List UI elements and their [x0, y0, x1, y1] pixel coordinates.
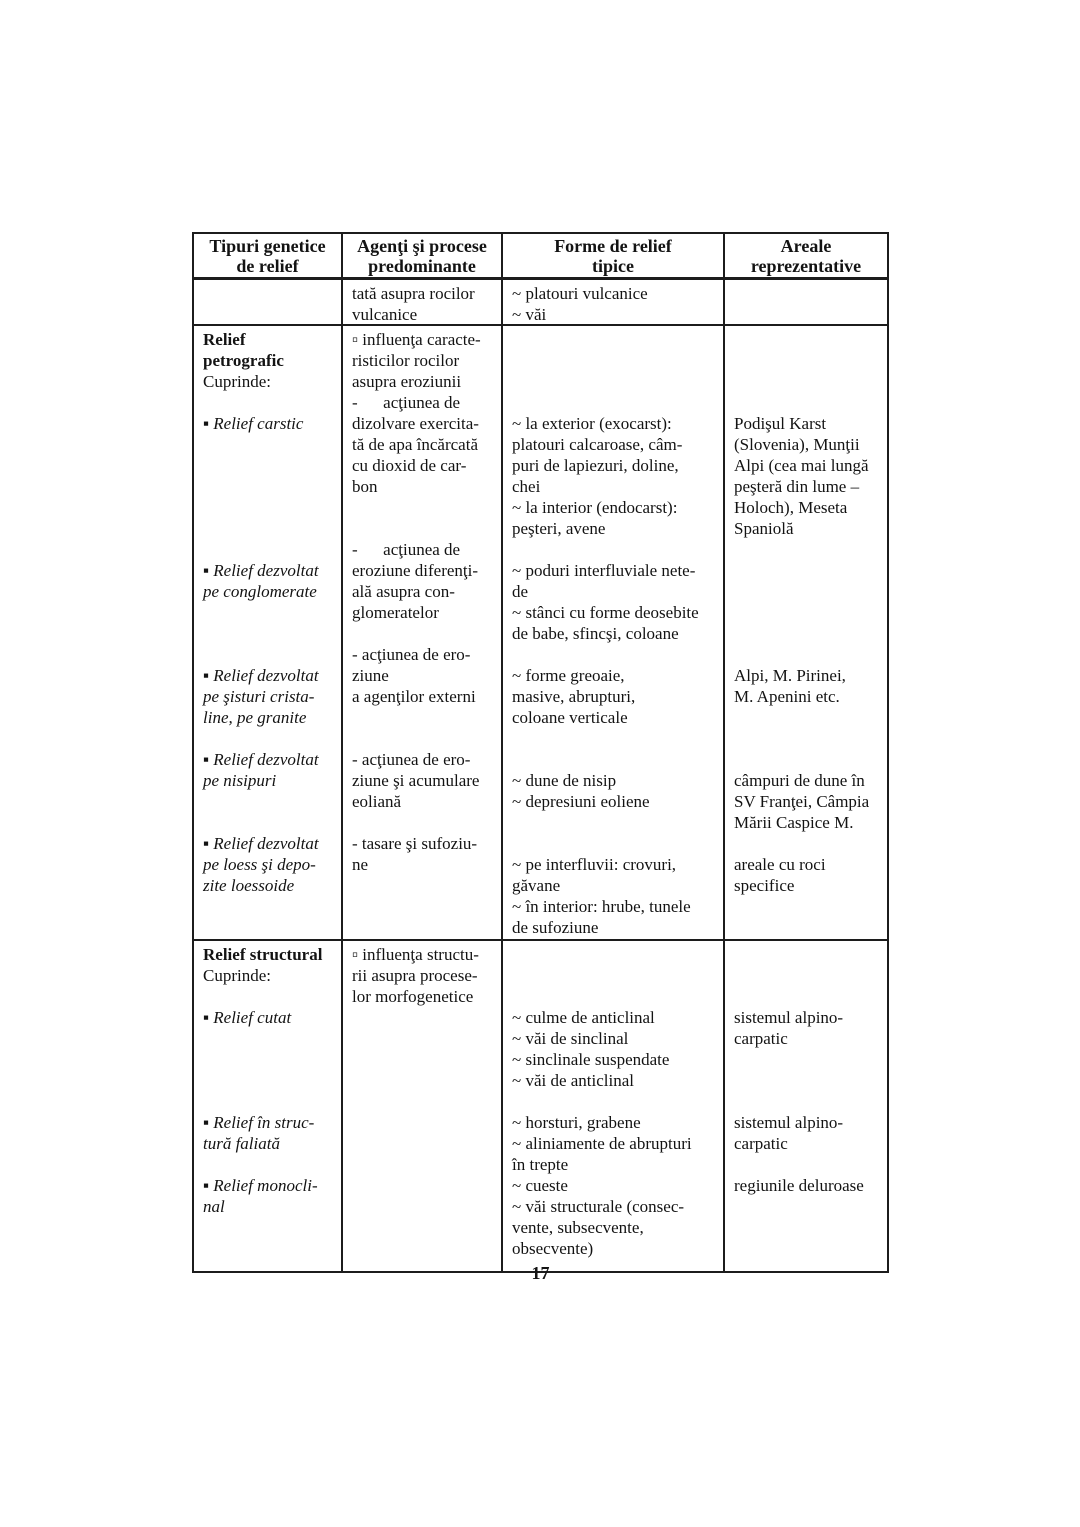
text-line: găvane — [512, 876, 561, 895]
table-row-relief-petrografic — [194, 326, 887, 941]
text-line: de relief — [236, 256, 299, 276]
text-line — [734, 602, 882, 623]
text-line — [352, 728, 496, 749]
text-line — [512, 728, 718, 749]
text-line: ne — [352, 855, 369, 874]
cell-continuation-areale — [725, 280, 887, 324]
text-line: (Slovenia), Munţii — [734, 435, 860, 454]
text-line: Relief — [203, 330, 246, 349]
text-line: obsecvente) — [512, 1239, 594, 1258]
text-line: Tipuri genetice — [209, 236, 326, 256]
text-line — [734, 392, 882, 413]
text-line: ~ aliniamente de abrupturi — [512, 1134, 692, 1153]
text-line — [203, 1154, 336, 1175]
text-line: ~ văi structurale (consec- — [512, 1197, 685, 1216]
text-line: coloane verticale — [512, 708, 628, 727]
text-line: bon — [352, 477, 378, 496]
text-line — [203, 791, 336, 812]
text-line — [203, 623, 336, 644]
text-line: ~ dune de nisip — [512, 771, 617, 790]
text-line — [512, 371, 718, 392]
relief-table — [192, 232, 889, 1273]
text-line — [734, 707, 882, 728]
text-line: a agenţilor externi — [352, 687, 476, 706]
text-line: tă de apa încărcată — [352, 435, 478, 454]
text-line — [203, 392, 336, 413]
text-line: ~ platouri vulcanice — [512, 284, 648, 303]
text-line: ▪ Relief dezvoltat — [203, 750, 319, 769]
text-line: ală asupra con- — [352, 582, 455, 601]
text-line — [203, 1049, 336, 1070]
text-line: ▪ Relief cutat — [203, 1008, 292, 1027]
text-line: carpatic — [734, 1029, 788, 1048]
text-line: ~ poduri interfluviale nete- — [512, 561, 696, 580]
text-line: peşteră din lume – — [734, 477, 860, 496]
text-line: tură faliată — [203, 1134, 280, 1153]
text-line: asupra eroziunii — [352, 372, 462, 391]
text-line: eoliană — [352, 792, 402, 811]
text-line — [203, 497, 336, 518]
text-line: Forme de relief — [554, 236, 672, 256]
text-line: ▪ Relief carstic — [203, 414, 304, 433]
text-line: Agenţi şi procese — [357, 236, 487, 256]
cell-petrografic-agenti — [343, 326, 503, 939]
text-line: - acţiunea de — [352, 393, 461, 412]
text-line: vulcanice — [352, 305, 418, 324]
text-line — [203, 812, 336, 833]
text-line: Alpi (cea mai lungă — [734, 456, 869, 475]
text-line — [734, 329, 882, 350]
text-line: ~ la exterior (exocarst): — [512, 414, 672, 433]
text-line: rii asupra procese- — [352, 966, 478, 985]
text-line: ~ la interior (endocarst): — [512, 498, 678, 517]
text-line: ~ forme greoaie, — [512, 666, 625, 685]
header-areale-reprezentative — [725, 234, 887, 277]
text-line: Spaniolă — [734, 519, 794, 538]
text-line: Podişul Karst — [734, 414, 827, 433]
text-line — [512, 539, 718, 560]
text-line: zite loessoide — [203, 876, 295, 895]
text-line: M. Apenini etc. — [734, 687, 840, 706]
text-line: pe nisipuri — [203, 771, 277, 790]
text-line — [512, 812, 718, 833]
text-line: cu dioxid de car- — [352, 456, 467, 475]
text-line: în trepte — [512, 1155, 569, 1174]
text-line — [203, 644, 336, 665]
text-line — [734, 1070, 882, 1091]
table-row-continuation — [194, 280, 887, 326]
text-line — [734, 623, 882, 644]
text-line — [352, 623, 496, 644]
text-line — [203, 1028, 336, 1049]
text-line: ~ depresiuni eoliene — [512, 792, 650, 811]
text-line — [734, 1091, 882, 1112]
text-line — [734, 539, 882, 560]
text-line — [203, 476, 336, 497]
text-line: Cuprinde: — [203, 372, 271, 391]
text-line — [512, 329, 718, 350]
text-line: ziune şi acumulare — [352, 771, 480, 790]
text-line — [734, 581, 882, 602]
text-line: reprezentative — [750, 256, 862, 276]
text-line: ▪ Relief dezvoltat — [203, 561, 319, 580]
text-line — [512, 749, 718, 770]
text-line — [734, 965, 882, 986]
text-line: ~ în interior: hrube, tunele — [512, 897, 691, 916]
text-line: de babe, sfincşi, coloane — [512, 624, 679, 643]
text-line: Alpi, M. Pirinei, — [734, 666, 846, 685]
text-line: ▫ influenţa structu- — [352, 945, 479, 964]
text-line: ~ horsturi, grabene — [512, 1113, 641, 1132]
text-line: tată asupra rocilor — [352, 284, 475, 303]
text-line — [734, 1049, 882, 1070]
text-line: Cuprinde: — [203, 966, 271, 985]
text-line — [203, 455, 336, 476]
cell-continuation-agenti — [343, 280, 503, 324]
text-line — [352, 812, 496, 833]
text-line — [734, 749, 882, 770]
text-line — [734, 944, 882, 965]
text-line — [203, 728, 336, 749]
header-forme-de-relief-tipice — [503, 234, 725, 277]
text-line — [203, 986, 336, 1007]
text-line: pe loess şi depo- — [203, 855, 316, 874]
cell-petrografic-forme — [503, 326, 725, 939]
text-line: lor morfogenetice — [352, 987, 474, 1006]
text-line: regiunile deluroase — [734, 1176, 864, 1195]
text-line — [512, 644, 718, 665]
text-line — [734, 350, 882, 371]
text-line: - tasare şi sufoziu- — [352, 834, 478, 853]
text-line: tipice — [592, 256, 634, 276]
text-line: SV Franţei, Câmpia — [734, 792, 870, 811]
text-line: peşteri, avene — [512, 519, 606, 538]
text-line — [512, 392, 718, 413]
text-line: sistemul alpino- — [734, 1008, 844, 1027]
text-line: specifice — [734, 876, 795, 895]
cell-petrografic-areale — [725, 326, 887, 939]
text-line: Mării Caspice M. — [734, 813, 854, 832]
cell-structural-areale — [725, 941, 887, 1271]
text-line: chei — [512, 477, 541, 496]
text-line — [734, 1154, 882, 1175]
cell-continuation-forme — [503, 280, 725, 324]
table-header-row — [194, 234, 887, 280]
text-line: ~ stânci cu forme deosebite — [512, 603, 699, 622]
text-line — [352, 497, 496, 518]
text-line — [734, 833, 882, 854]
text-line — [352, 518, 496, 539]
text-line: ~ văi de sinclinal — [512, 1029, 629, 1048]
text-line: - acţiunea de ero- — [352, 750, 471, 769]
text-line: eroziune diferenţi- — [352, 561, 479, 580]
text-line — [203, 1091, 336, 1112]
text-line: Areale — [780, 236, 832, 256]
text-line: puri de lapiezuri, doline, — [512, 456, 679, 475]
cell-structural-agenti — [343, 941, 503, 1271]
text-line: ziune — [352, 666, 389, 685]
text-line — [512, 944, 718, 965]
text-line — [734, 560, 882, 581]
text-line: ▪ Relief dezvoltat — [203, 834, 319, 853]
text-line: câmpuri de dune în — [734, 771, 865, 790]
text-line: de sufoziune — [512, 918, 599, 937]
text-line — [512, 833, 718, 854]
text-line — [203, 539, 336, 560]
text-line: line, pe granite — [203, 708, 307, 727]
text-line: ▪ Relief dezvoltat — [203, 666, 319, 685]
text-line: platouri calcaroase, câm- — [512, 435, 683, 454]
text-line — [512, 986, 718, 1007]
text-line: Holoch), Meseta — [734, 498, 848, 517]
text-line: dizolvare exercita- — [352, 414, 479, 433]
page-number: 17 — [531, 1263, 550, 1283]
text-line: carpatic — [734, 1134, 788, 1153]
text-line: ▪ Relief monocli- — [203, 1176, 318, 1195]
text-line — [734, 371, 882, 392]
text-line: - acţiunea de — [352, 540, 461, 559]
text-line: pe conglomerate — [203, 582, 317, 601]
text-line: de — [512, 582, 529, 601]
text-line: glomeratelor — [352, 603, 439, 622]
text-line — [352, 707, 496, 728]
text-line — [734, 728, 882, 749]
header-agenti-si-procese — [343, 234, 503, 277]
text-line: Relief structural — [203, 945, 323, 964]
text-line — [734, 644, 882, 665]
text-line: sistemul alpino- — [734, 1113, 844, 1132]
text-line: nal — [203, 1197, 225, 1216]
text-line: risticilor rocilor — [352, 351, 460, 370]
text-line — [512, 965, 718, 986]
text-line — [203, 434, 336, 455]
text-line — [203, 518, 336, 539]
header-tipuri-genetice-de-relief — [194, 234, 343, 277]
cell-structural-forme — [503, 941, 725, 1271]
text-line — [734, 986, 882, 1007]
text-line: ~ culme de anticlinal — [512, 1008, 655, 1027]
text-line: ~ văi — [512, 305, 547, 324]
text-line: ~ cueste — [512, 1176, 568, 1195]
text-line: ▫ influenţa caracte- — [352, 330, 481, 349]
text-line: predominante — [368, 256, 476, 276]
cell-petrografic-tipuri — [194, 326, 343, 939]
text-line: petrografic — [203, 351, 284, 370]
cell-continuation-tipuri — [194, 280, 343, 324]
text-line — [512, 350, 718, 371]
text-line: ~ văi de anticlinal — [512, 1071, 635, 1090]
text-line: ~ pe interfluvii: crovuri, — [512, 855, 677, 874]
cell-structural-tipuri — [194, 941, 343, 1271]
table-row-relief-structural — [194, 941, 887, 1271]
text-line: ~ sinclinale suspendate — [512, 1050, 670, 1069]
text-line: masive, abrupturi, — [512, 687, 636, 706]
text-line — [203, 602, 336, 623]
text-line: - acţiunea de ero- — [352, 645, 471, 664]
text-line — [203, 1070, 336, 1091]
text-line — [512, 1091, 718, 1112]
text-line: pe şisturi crista- — [203, 687, 315, 706]
text-line: vente, subsecvente, — [512, 1218, 644, 1237]
text-line: areale cu roci — [734, 855, 826, 874]
text-line: ▪ Relief în struc- — [203, 1113, 315, 1132]
